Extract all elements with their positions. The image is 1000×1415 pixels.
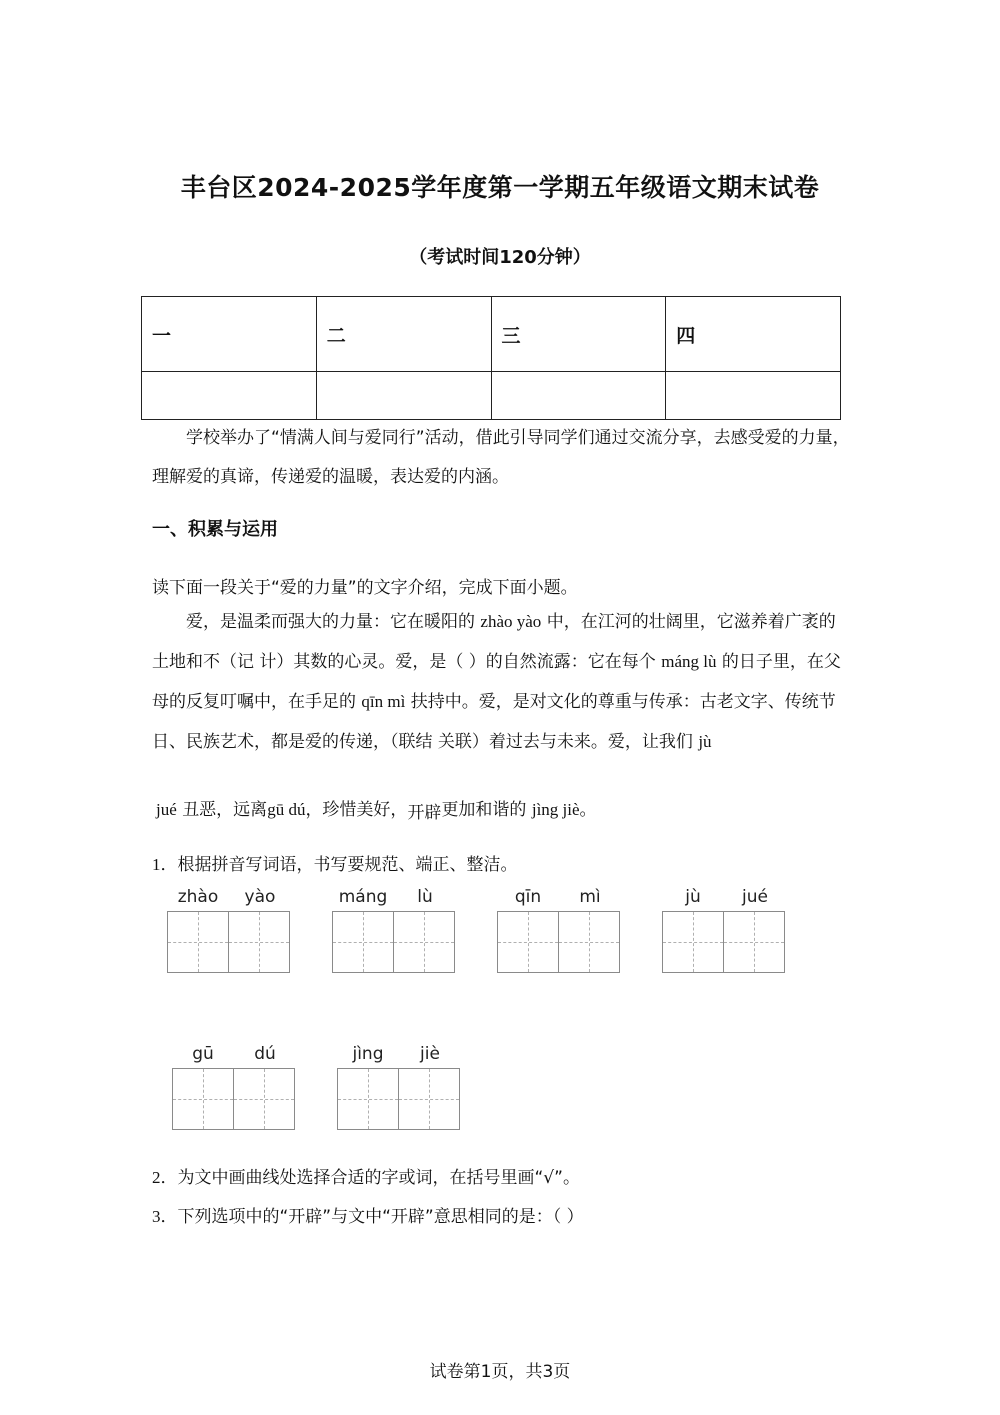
writing-box[interactable] <box>723 911 785 973</box>
passage-text-1: 爱，是温柔而强大的力量：它在暖阳的 <box>186 612 475 632</box>
score-table <box>141 296 841 420</box>
pinyin-label: mì <box>579 887 601 907</box>
question-2 <box>152 1163 580 1188</box>
score-header-4: 四 <box>666 297 841 372</box>
writing-box[interactable] <box>393 911 455 973</box>
pinyin-label: jù <box>685 887 701 907</box>
question-1-text: 根据拼音写词语，书写要规范、端正、整洁。 <box>177 855 518 875</box>
question-2-number: 2． <box>152 1168 178 1187</box>
writing-group-2 <box>332 887 458 973</box>
writing-group-6 <box>337 1044 463 1130</box>
writing-box[interactable] <box>233 1068 295 1130</box>
writing-box[interactable] <box>172 1068 234 1130</box>
pinyin-qinmi: qīn mì <box>361 692 406 711</box>
pinyin-label: jiè <box>420 1044 440 1064</box>
passage-text-2: 中，在江河的壮阔里，它滋养着广袤的土地和不（记 计）其数的心灵。爱，是（ ）的自然流露：它在每个 <box>152 612 836 672</box>
writing-box[interactable] <box>167 911 229 973</box>
passage-text-5: 丑恶，远离 <box>182 800 268 820</box>
question-1-number: 1． <box>152 855 178 874</box>
score-cell-4[interactable] <box>666 372 841 420</box>
writing-box[interactable] <box>337 1068 399 1130</box>
pinyin-ju: jù <box>698 732 712 751</box>
question-3 <box>152 1202 584 1227</box>
writing-group-4 <box>662 887 788 973</box>
writing-group-3 <box>497 887 623 973</box>
pinyin-label: máng <box>338 887 388 907</box>
question-1 <box>152 850 518 875</box>
writing-box[interactable] <box>398 1068 460 1130</box>
score-cell-2[interactable] <box>316 372 491 420</box>
writing-box[interactable] <box>662 911 724 973</box>
pinyin-jingjie: jìng jiè <box>531 800 580 819</box>
pinyin-gudu: gū dú <box>267 800 306 819</box>
passage-text-7: 更加和谐的 <box>441 800 527 820</box>
passage-text-6: ，珍惜美好， <box>305 800 408 820</box>
pinyin-manglu: máng lù <box>661 652 717 671</box>
reading-instruction: 读下面一段关于“爱的力量”的文字介绍，完成下面小题。 <box>152 578 578 598</box>
score-cell-3[interactable] <box>491 372 666 420</box>
writing-box[interactable] <box>332 911 394 973</box>
pinyin-label: gū <box>192 1044 214 1064</box>
question-3-number: 3． <box>152 1207 178 1226</box>
pinyin-label: qīn <box>514 887 542 907</box>
pinyin-label: jìng <box>352 1044 384 1064</box>
exam-title: 丰台区2024-2025学年度第一学期五年级语文期末试卷 <box>180 173 820 202</box>
exam-duration: （考试时间120分钟） <box>409 247 591 268</box>
section-1-title: 一、积累与运用 <box>152 519 278 540</box>
writing-box[interactable] <box>228 911 290 973</box>
score-header-1: 一 <box>142 297 317 372</box>
pinyin-label: zhào <box>177 887 219 907</box>
passage-paragraph <box>152 602 852 762</box>
question-3-text: 下列选项中的“开辟”与文中“开辟”意思相同的是：（ ） <box>177 1207 584 1227</box>
score-header-2: 二 <box>316 297 491 372</box>
writing-box[interactable] <box>558 911 620 973</box>
pinyin-label: lù <box>417 887 433 907</box>
question-2-text: 为文中画曲线处选择合适的字或词，在括号里画“√”。 <box>177 1168 580 1188</box>
pinyin-zhaoyao: zhào yào <box>480 612 542 631</box>
writing-group-5 <box>172 1044 298 1130</box>
pinyin-jue: jué <box>156 800 177 819</box>
intro-paragraph: 学校举办了“情满人间与爱同行”活动，借此引导同学们通过交流分享，去感受爱的力量，理解爱的真谛，传递爱的温暖，表达爱的内涵。 <box>152 428 850 487</box>
passage-text-3: 的日子里，在父母的反复叮嘱中，在手足的 <box>152 652 841 712</box>
passage-text-8: 。 <box>579 800 597 820</box>
passage-last-line <box>156 795 597 823</box>
pinyin-label: dú <box>254 1044 276 1064</box>
page-footer: 试卷第1页，共3页 <box>429 1362 571 1382</box>
pinyin-label: jué <box>742 887 768 907</box>
score-header-3: 三 <box>491 297 666 372</box>
word-kaipi: 开辟 <box>407 803 442 823</box>
writing-group-1 <box>167 887 293 973</box>
pinyin-label: yào <box>244 887 276 907</box>
passage-text-4: 扶持中。爱，是对文化的尊重与传承：古老文字、传统节日、民族艺术，都是爱的传递，（联结 关联）着过去与未来。爱，让我们 <box>152 692 836 752</box>
writing-box[interactable] <box>497 911 559 973</box>
score-cell-1[interactable] <box>142 372 317 420</box>
